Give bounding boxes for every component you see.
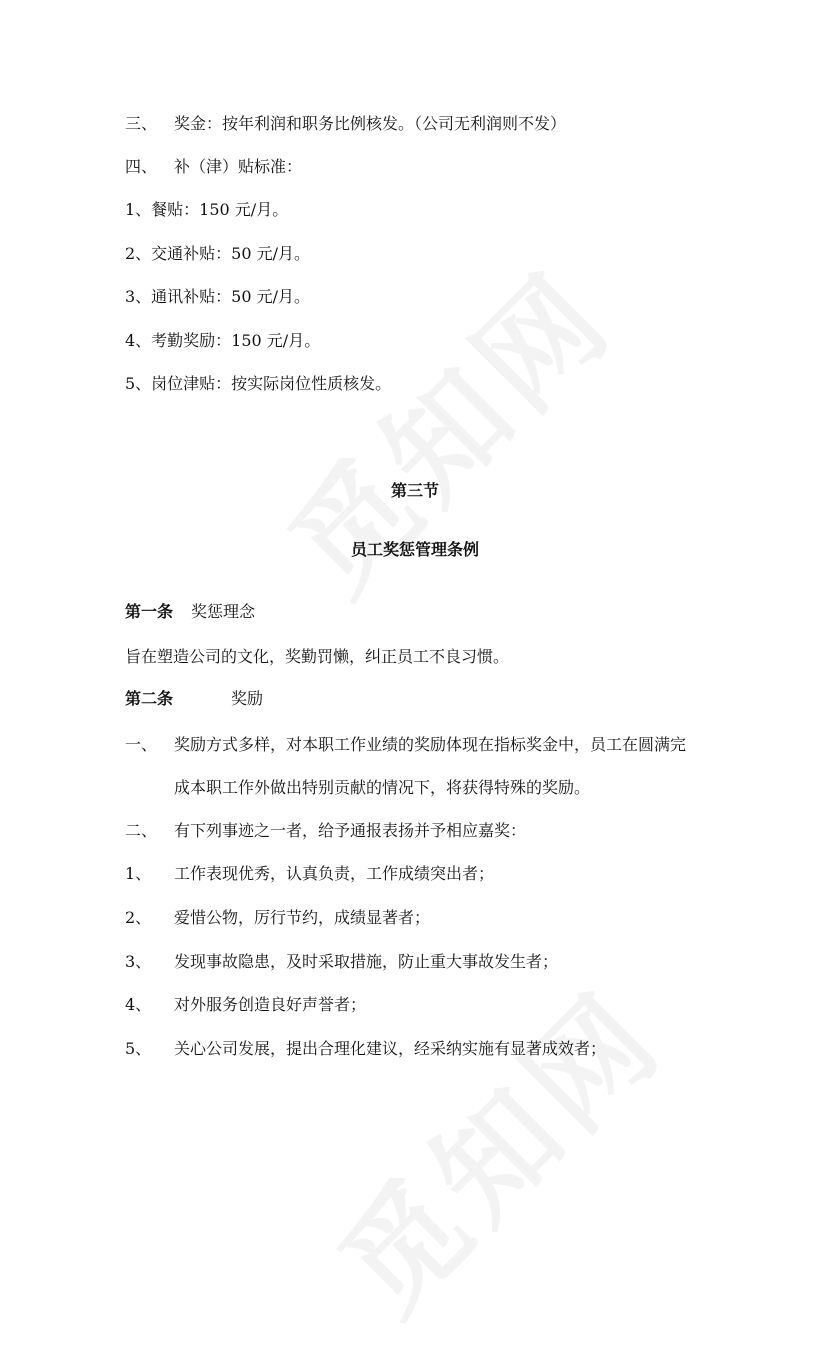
- article1-body: 旨在塑造公司的文化，奖勤罚懒，纠正员工不良习惯。: [125, 647, 510, 666]
- allowance-text: 补（津）贴标准：: [174, 157, 303, 176]
- bonus-text: 奖金：按年利润和职务比例核发。（公司无利润则不发）: [174, 114, 567, 133]
- point1-text: 奖励方式多样，对本职工作业绩的奖励体现在指标奖金中，员工在圆满完: [174, 735, 687, 754]
- section-number: 第三节: [390, 481, 439, 500]
- list-item: [125, 863, 494, 885]
- article1-title: 奖惩理念: [191, 602, 256, 621]
- list-item: [125, 907, 430, 929]
- point1-number: 一、: [125, 735, 158, 754]
- list-item-number: 5、: [125, 1039, 152, 1058]
- point1-line2: 成本职工作外做出特别贡献的情况下，将获得特殊的奖励。: [174, 778, 591, 797]
- point2-number: 二、: [125, 821, 158, 840]
- article2-label: 第二条: [125, 689, 174, 708]
- bonus-number: 三、: [125, 114, 158, 133]
- article1-heading: [125, 601, 255, 623]
- list-item-number: 1、: [125, 864, 152, 883]
- section-title: 员工奖惩管理条例: [350, 540, 479, 559]
- allowance-item: 3、通讯补贴：50 元/月。: [125, 287, 311, 306]
- point2-text: 有下列事迹之一者，给予通报表扬并予相应嘉奖：: [174, 821, 527, 840]
- list-item: [125, 1038, 606, 1060]
- allowance-item: 5、岗位津贴：按实际岗位性质核发。: [125, 374, 392, 393]
- allowance-item: 4、考勤奖励：150 元/月。: [125, 331, 321, 350]
- bonus-line: [125, 113, 566, 135]
- allowance-item: 1、餐贴：150 元/月。: [125, 200, 289, 219]
- allowance-line: [125, 156, 302, 178]
- list-item-text: 对外服务创造良好声誉者；: [174, 995, 367, 1014]
- list-item-text: 发现事故隐患，及时采取措施，防止重大事故发生者；: [174, 952, 559, 971]
- list-item-number: 2、: [125, 908, 152, 927]
- list-item-text: 关心公司发展，提出合理化建议，经采纳实施有显著成效者；: [174, 1039, 607, 1058]
- article2-heading: [125, 688, 263, 710]
- list-item: [125, 951, 558, 973]
- point2-line: [125, 820, 526, 842]
- allowance-number: 四、: [125, 157, 158, 176]
- article2-title: 奖励: [231, 689, 264, 708]
- article1-label: 第一条: [125, 602, 174, 621]
- list-item-text: 工作表现优秀，认真负责，工作成绩突出者；: [174, 864, 495, 883]
- point1-line1: [125, 734, 686, 756]
- list-item-number: 3、: [125, 952, 152, 971]
- list-item-number: 4、: [125, 995, 152, 1014]
- list-item-text: 爱惜公物，厉行节约，成绩显著者；: [174, 908, 431, 927]
- list-item: [125, 994, 366, 1016]
- allowance-item: 2、交通补贴：50 元/月。: [125, 244, 311, 263]
